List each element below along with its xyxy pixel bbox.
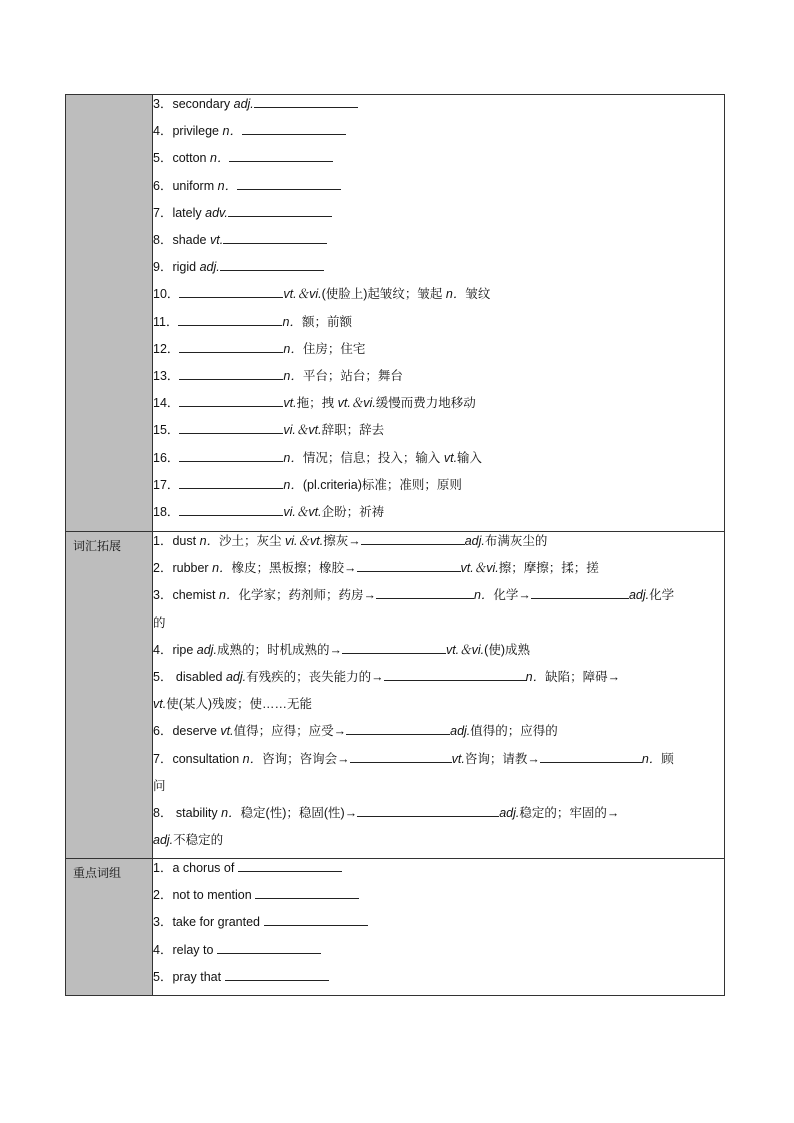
section-label [66, 95, 152, 101]
section-content [153, 859, 725, 996]
answer-blank[interactable] [225, 968, 329, 981]
section-label-cell [66, 859, 153, 996]
phrase-item: 2．not to mention [153, 882, 724, 909]
vocabulary-worksheet [65, 94, 725, 996]
word-item: 8．shade vt. [153, 227, 724, 254]
section-key-phrases [66, 859, 725, 996]
answer-blank[interactable] [179, 285, 283, 298]
word-item: 5．cotton n． [153, 145, 724, 172]
fill-item: 11． n．额；前额 [153, 314, 352, 329]
expansion-item-continued: adj.不稳定的 [153, 833, 224, 848]
fill-item: 15． vi.＆vt.辞职；辞去 [153, 423, 385, 438]
expansion-item: 2．rubber n．橡皮；黑板擦；橡胶→ vt.＆vi.擦；摩擦；揉；搓 [153, 561, 599, 576]
answer-blank[interactable] [237, 177, 341, 190]
expansion-item: 1．dust n．沙土；灰尘 vi.＆vt.擦灰→ adj.布满灰尘的 [153, 534, 548, 548]
answer-blank[interactable] [179, 503, 283, 516]
answer-blank[interactable] [179, 421, 283, 434]
answer-blank[interactable] [242, 122, 346, 135]
answer-blank[interactable] [220, 258, 324, 271]
answer-blank[interactable] [540, 750, 642, 763]
section-label: 重点词组 [73, 866, 122, 880]
word-item: 7．lately adv. [153, 200, 724, 227]
answer-blank[interactable] [179, 340, 283, 353]
fill-item: 17． n．(pl.criteria)标准；准则；原则 [153, 477, 462, 492]
expansion-item: 4．ripe adj.成熟的；时机成熟的→ vt.＆vi.(使)成熟 [153, 642, 530, 657]
expansion-item-continued: 问 [153, 778, 166, 793]
fill-item: 13． n．平台；站台；舞台 [153, 369, 403, 384]
fill-item: 16． n．情况；信息；投入；输入 vt.输入 [153, 450, 483, 465]
phrase-item: 1．a chorus of [153, 855, 724, 882]
answer-blank[interactable] [342, 641, 446, 654]
answer-blank[interactable] [357, 804, 499, 817]
section-words [66, 95, 725, 532]
answer-blank[interactable] [178, 313, 282, 326]
expansion-item: 6．deserve vt.值得；应得；应受→ adj.值得的；应得的 [153, 724, 558, 739]
expansion-item: 3．chemist n．化学家；药剂师；药房→ n．化学→ adj.化学 [153, 588, 675, 603]
answer-blank[interactable] [361, 532, 465, 545]
answer-blank[interactable] [229, 149, 333, 162]
answer-blank[interactable] [531, 586, 629, 599]
answer-blank[interactable] [350, 750, 452, 763]
word-item: 3．secondary adj. [153, 91, 724, 118]
phrase-item: 3．take for granted [153, 909, 724, 936]
phrase-item: 4．relay to [153, 937, 724, 964]
answer-blank[interactable] [357, 559, 461, 572]
answer-blank[interactable] [376, 586, 474, 599]
expansion-item: 5． disabled adj.有残疾的；丧失能力的→ n．缺陷；障碍→ [153, 670, 621, 685]
section-label-cell [66, 95, 153, 532]
section-content [153, 532, 725, 859]
section-label-cell [66, 532, 153, 859]
phrase-item: 5．pray that [153, 964, 724, 991]
word-item: 6．uniform n． [153, 173, 724, 200]
answer-blank[interactable] [384, 668, 526, 681]
expansion-item-continued: vt.使(某人)残废；使……无能 [153, 697, 313, 712]
section-label: 词汇拓展 [73, 539, 122, 553]
fill-item: 10． vt.＆vi.(使脸上)起皱纹；皱起 n．皱纹 [153, 287, 491, 302]
fill-item: 14． vt.拖；拽 vt.＆vi.缓慢而费力地移动 [153, 396, 476, 411]
answer-blank[interactable] [228, 204, 332, 217]
answer-blank[interactable] [255, 886, 359, 899]
answer-blank[interactable] [223, 231, 327, 244]
expansion-item: 8． stability n．稳定(性)；稳固(性)→ adj.稳定的；牢固的→ [153, 806, 620, 821]
answer-blank[interactable] [238, 859, 342, 872]
vocabulary-table [65, 94, 725, 996]
fill-item: 12． n．住房；住宅 [153, 341, 366, 356]
answer-blank[interactable] [179, 367, 283, 380]
answer-blank[interactable] [179, 394, 283, 407]
answer-blank[interactable] [217, 941, 321, 954]
expansion-item: 7．consultation n．咨询；咨询会→ vt.咨询；请教→ n．顾 [153, 751, 674, 766]
fill-item: 18． vi.＆vt.企盼；祈祷 [153, 505, 385, 520]
expansion-item-continued: 的 [153, 615, 166, 630]
answer-blank[interactable] [179, 449, 283, 462]
word-item: 9．rigid adj. [153, 254, 724, 281]
answer-blank[interactable] [254, 95, 358, 108]
answer-blank[interactable] [179, 476, 283, 489]
answer-blank[interactable] [264, 913, 368, 926]
section-content [153, 95, 725, 532]
answer-blank[interactable] [346, 722, 450, 735]
word-item: 4．privilege n． [153, 118, 724, 145]
section-vocabulary-expansion [66, 532, 725, 859]
